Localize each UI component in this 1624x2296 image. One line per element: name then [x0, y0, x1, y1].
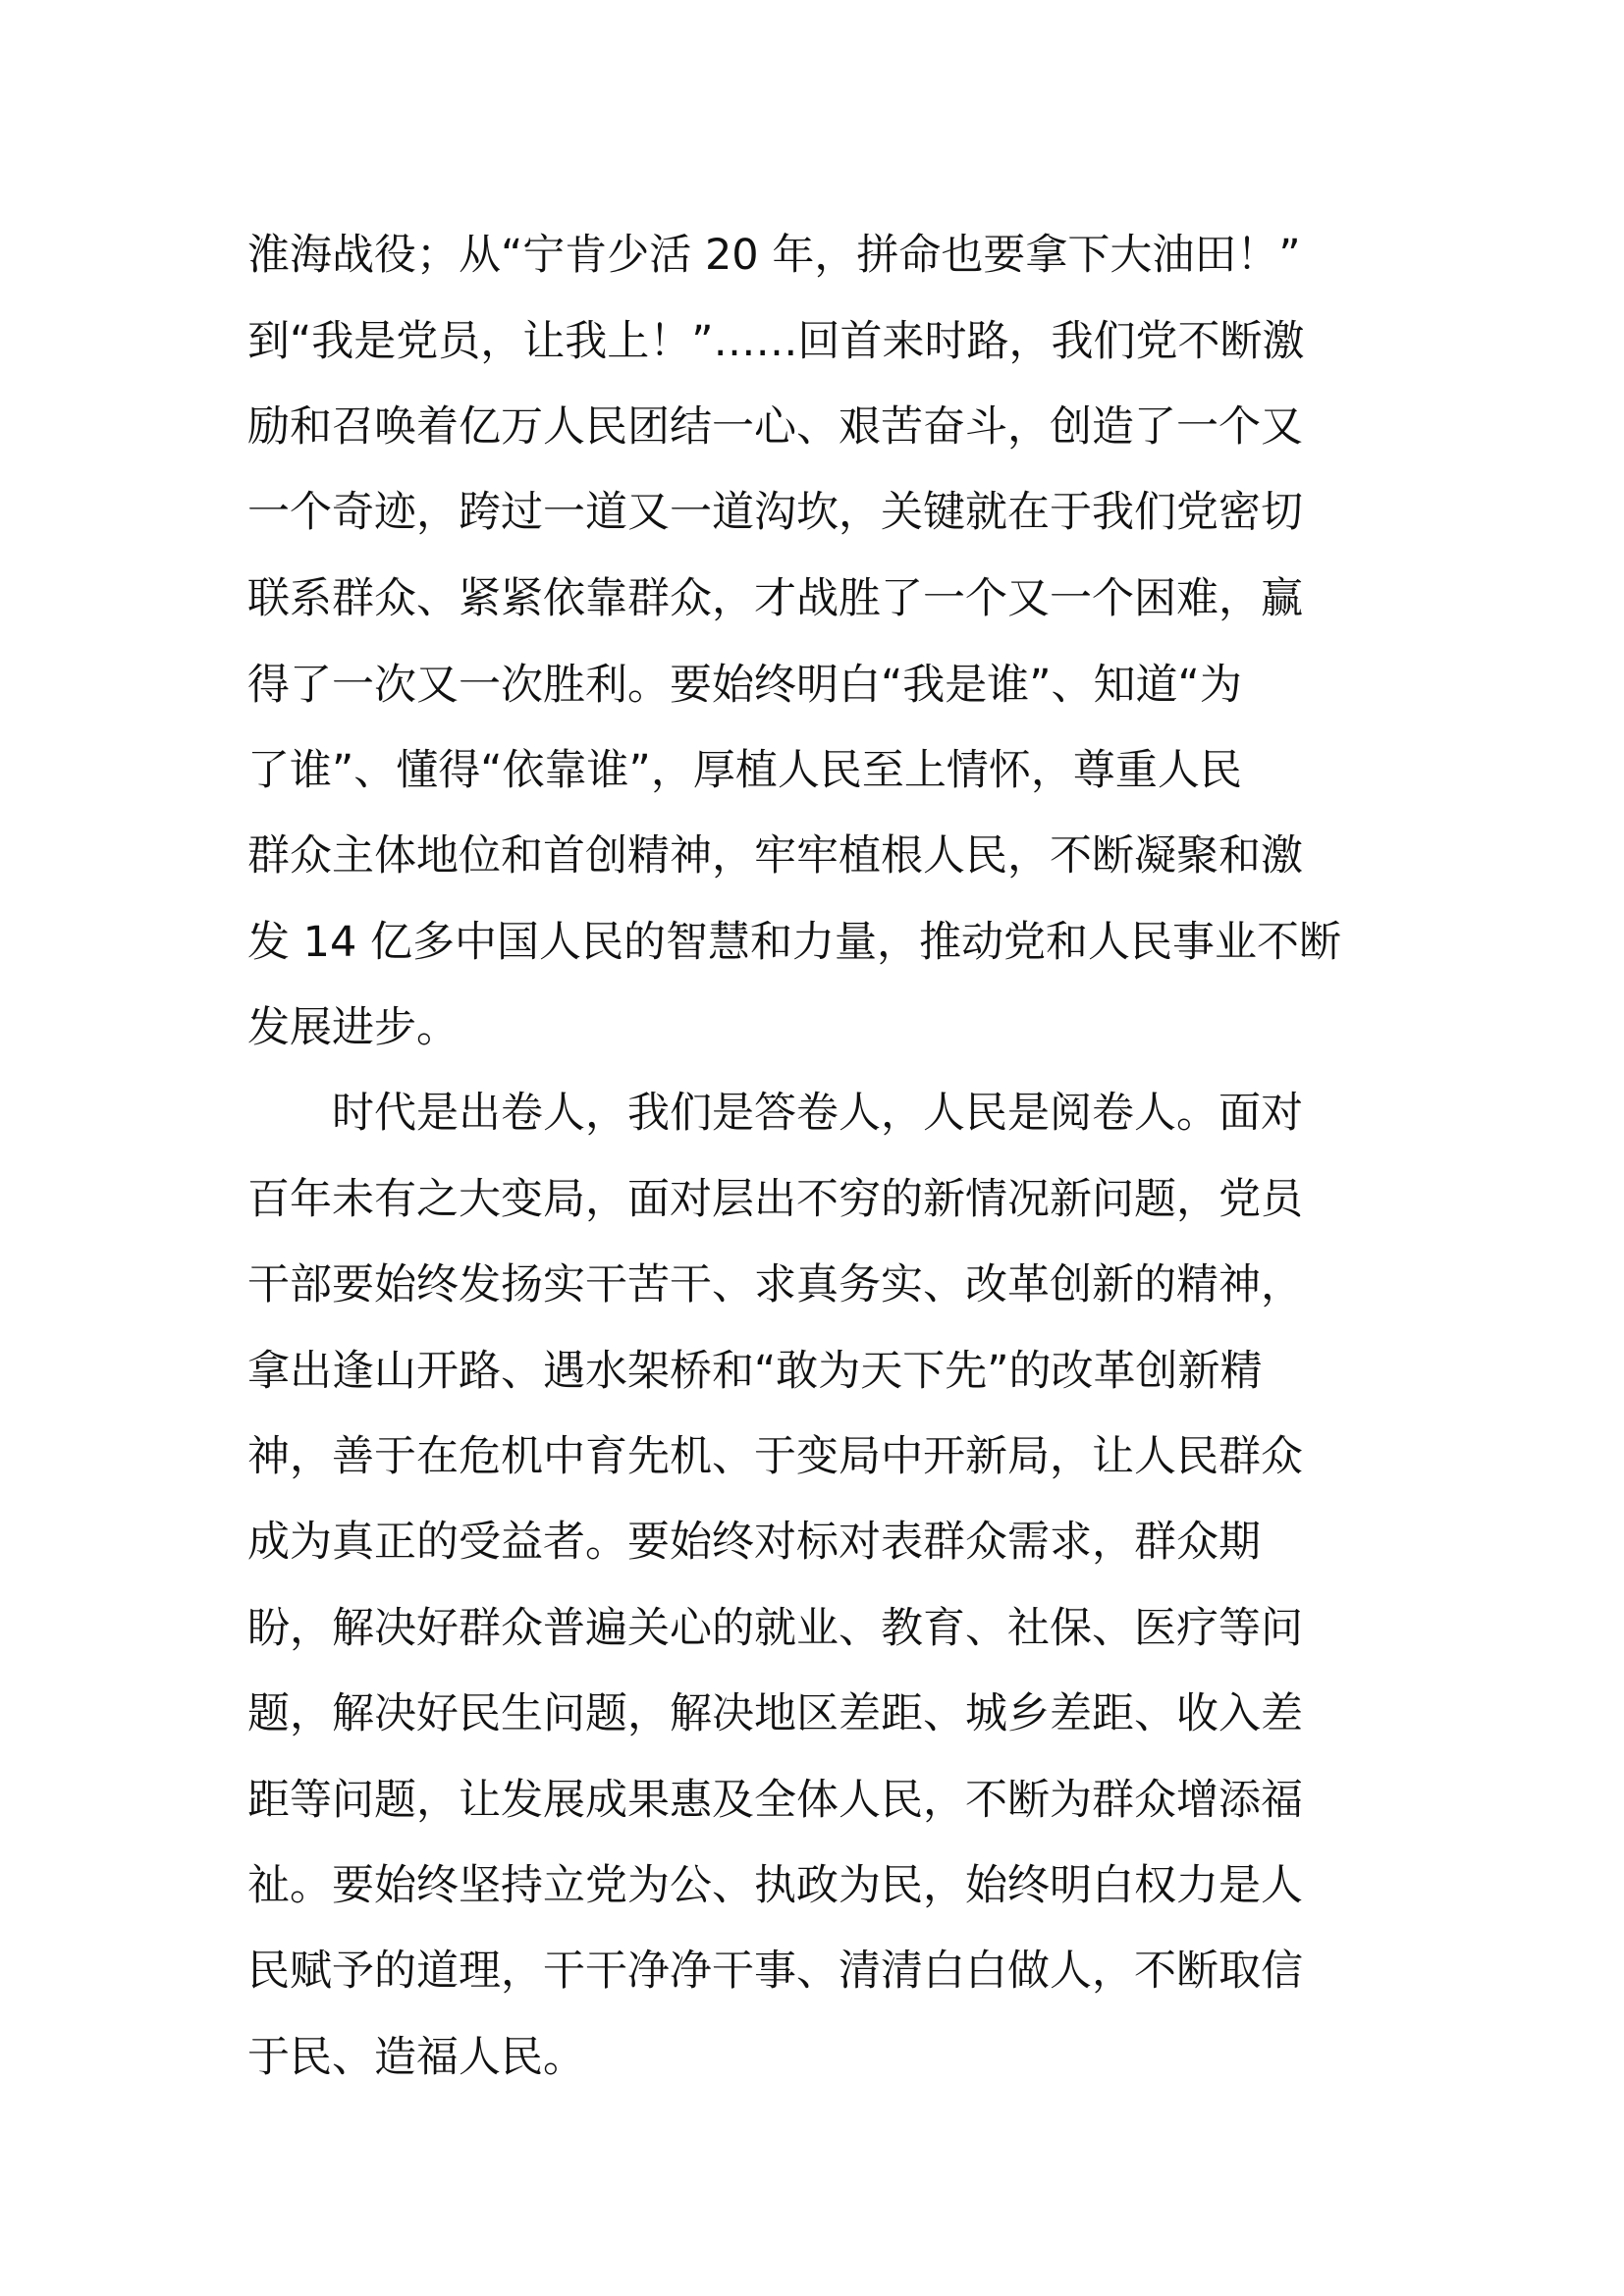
text-line-6: 得了一次又一次胜利。要始终明白“我是谁”、知道“为 [247, 661, 1242, 710]
text-line-17: 盼，解决好群众普遍关心的就业、教育、社保、医疗等问 [247, 1604, 1303, 1653]
text-line-19: 距等问题，让发展成果惠及全体人民，不断为群众增添福 [247, 1776, 1303, 1825]
text-line-4: 一个奇迹，跨过一道又一道沟坎，关键就在于我们党密切 [247, 488, 1303, 537]
text-line-14: 拿出逢山开路、遇水架桥和“敢为天下先”的改革创新精 [247, 1347, 1263, 1396]
text-line-22: 于民、造福人民。 [247, 2033, 585, 2082]
text-line-18: 题，解决好民生问题，解决地区差距、城乡差距、收入差 [247, 1689, 1303, 1738]
text-line-2: 到“我是党员，让我上！”……回首来时路，我们党不断激 [247, 317, 1305, 366]
text-line-3: 励和召唤着亿万人民团结一心、艰苦奋斗，创造了一个又 [247, 402, 1303, 452]
text-line-9: 发 14 亿多中国人民的智慧和力量，推动党和人民事业不断 [247, 918, 1342, 967]
text-line-10: 发展进步。 [247, 1003, 459, 1052]
text-line-15: 神，善于在危机中育先机、于变局中开新局，让人民群众 [247, 1432, 1303, 1481]
text-line-7: 了谁”、懂得“依靠谁”，厚植人民至上情怀，尊重人民 [247, 746, 1242, 795]
text-line-16: 成为真正的受益者。要始终对标对表群众需求，群众期 [247, 1518, 1261, 1567]
text-line-12: 百年未有之大变局，面对层出不穷的新情况新问题，党员 [247, 1175, 1303, 1224]
text-line-8: 群众主体地位和首创精神，牢牢植根人民，不断凝聚和激 [247, 831, 1303, 881]
text-line-21: 民赋予的道理，干干净净干事、清清白白做人，不断取信 [247, 1947, 1303, 1996]
text-line-20: 祉。要始终坚持立党为公、执政为民，始终明白权力是人 [247, 1861, 1303, 1910]
text-line-11: 时代是出卷人，我们是答卷人，人民是阅卷人。面对 [247, 1089, 1303, 1138]
text-line-13: 干部要始终发扬实干苦干、求真务实、改革创新的精神， [247, 1260, 1303, 1309]
text-line-5: 联系群众、紧紧依靠群众，才战胜了一个又一个困难，赢 [247, 574, 1303, 623]
text-line-1: 淮海战役；从“宁肯少活 20 年，拼命也要拿下大油田！” [247, 231, 1301, 280]
